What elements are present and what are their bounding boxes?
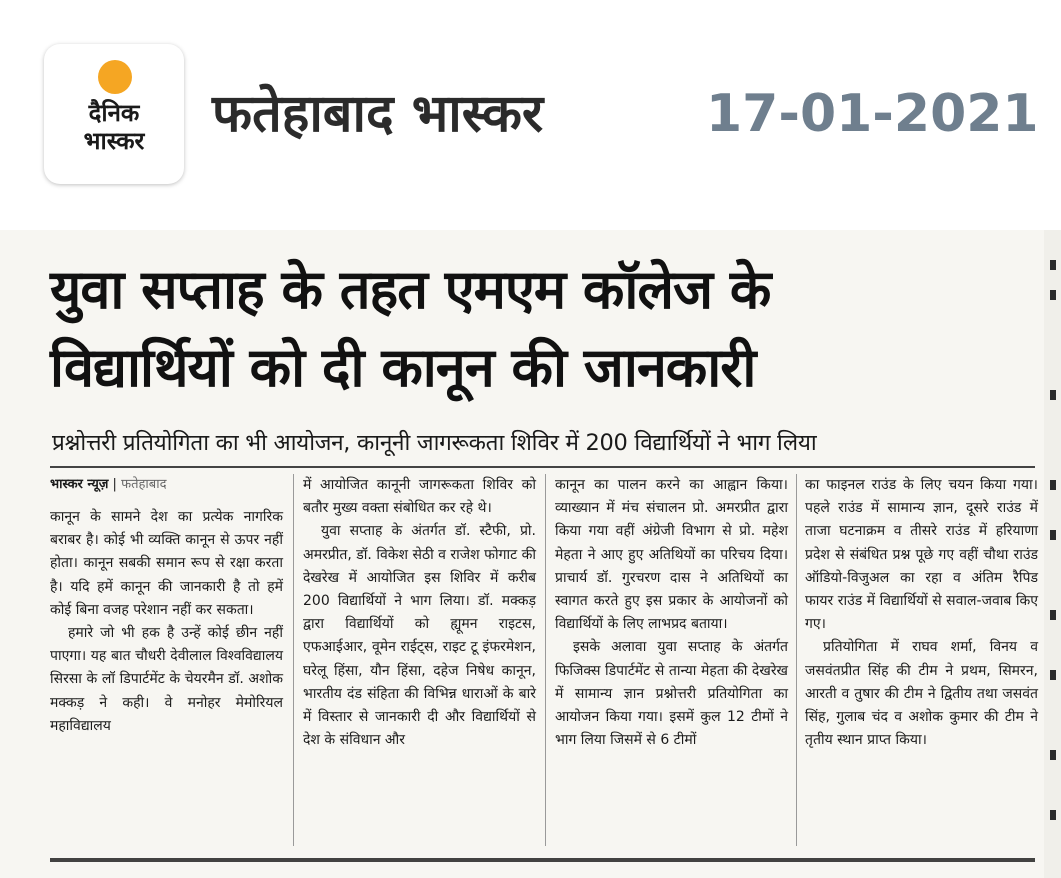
edge-mark xyxy=(1050,290,1056,300)
page-header xyxy=(0,0,1061,200)
column-divider xyxy=(293,474,294,846)
sun-icon xyxy=(98,60,132,94)
column-divider xyxy=(796,474,797,846)
headline-line-2: विद्यार्थियों को दी कानून की जानकारी xyxy=(50,336,756,399)
next-article-edge xyxy=(50,858,1035,862)
column-divider xyxy=(545,474,546,846)
article-column-3 xyxy=(555,474,788,752)
byline-source: भास्कर न्यूज़ xyxy=(50,477,109,492)
article-column-4 xyxy=(805,474,1038,752)
edge-mark xyxy=(1050,810,1056,820)
paragraph: में आयोजित कानूनी जागरूकता शिविर को बतौर मुख्य वक्ता संबोधित कर रहे थे। xyxy=(303,477,536,517)
paragraph: कानून के सामने देश का प्रत्येक नागरिक बराबर है। कोई भी व्यक्ति कानून से ऊपर नहीं होता। कानून सबकी समान रूप से रक्षा करता है। यदि हमें कानून की जानकारी है तो हमें कोई बिना वजह परेशान नहीं कर सकता। xyxy=(50,509,283,618)
logo-text-line1: दैनिक xyxy=(88,99,140,127)
edge-mark xyxy=(1050,670,1056,680)
paragraph: हमारे जो भी हक है उन्हें कोई छीन नहीं पाएगा। यह बात चौधरी देवीलाल विश्वविद्यालय सिरसा के लॉ डिपार्टमेंट के चेयरमैन डॉ. अशोक मक्कड़ ने कही। वे मनोहर मेमोरियल महाविद्यालय xyxy=(50,625,283,734)
paragraph: प्रतियोगिता में राघव शर्मा, विनय व जसवंतप्रीत सिंह की टीम ने प्रथम, सिमरन, आरती व तुषार की टीम ने द्वितीय तथा जसवंत सिंह, गुलाब चंद व अशोक कुमार की टीम ने तृतीय स्थान प्राप्त किया। xyxy=(805,639,1038,749)
byline-place: फतेहाबाद xyxy=(121,477,167,492)
paragraph: युवा सप्ताह के अंतर्गत डॉ. स्टैफी, प्रो. अमरप्रीत, डॉ. विकेश सेठी व राजेश फोगाट की देखरेख में आयोजित इस शिविर में करीब 200 विद्यार्थियों ने भाग लिया। डॉ. मक्कड़ द्वारा विद्यार्थियों को ह्यूमन राइटस, एफआईआर, वूमेन राईट्स, राइट टू इंफरमेशन, घरेलू हिंसा, यौन हिंसा, दहेज निषेध कानून, भारतीय दंड संहिता की विभिन्न धाराओं के बारे में विस्तार से जानकारी दी और विद्यार्थियों से देश के संविधान और xyxy=(303,523,536,749)
newspaper-clipping xyxy=(0,230,1061,878)
bottom-band xyxy=(0,848,1061,878)
edge-mark xyxy=(1050,480,1056,490)
headline-line-1: युवा सप्ताह के तहत एमएम कॉलेज के xyxy=(50,258,771,321)
edge-mark xyxy=(1050,260,1056,270)
logo-text-line2: भास्कर xyxy=(83,127,145,155)
article-column-1 xyxy=(50,474,283,738)
paragraph: इसके अलावा युवा सप्ताह के अंतर्गत फिजिक्स डिपार्टमेंट से तान्या मेहता की देखरेख में सामान्य ज्ञान प्रश्नोत्तरी प्रतियोगिता का आयोजन किया गया। इसमें कुल 12 टीमों ने भाग लिया जिसमें से 6 टीमों xyxy=(555,639,788,749)
subheadline: प्रश्नोत्तरी प्रतियोगिता का भी आयोजन, कानूनी जागरूकता शिविर में 200 विद्यार्थियों ने भाग लिया xyxy=(52,430,817,456)
edition-date: 17-01-2021 xyxy=(706,84,1039,144)
paragraph: कानून का पालन करने का आह्वान किया। व्याख्यान में मंच संचालन प्रो. अमरप्रीत द्वारा किया गया वहीं अंग्रेजी विभाग से प्रो. महेश मेहता ने आए हुए अतिथियों का परिचय दिया। प्राचार्य डॉ. गुरचरण दास ने अतिथियों का स्वागत करते हुए इस प्रकार के आयोजनों को विद्यार्थियों के लिए लाभप्रद बताया। xyxy=(555,477,788,633)
byline-separator: | xyxy=(108,477,122,492)
dainik-bhaskar-logo xyxy=(44,44,184,184)
byline xyxy=(50,474,283,496)
edge-mark xyxy=(1050,390,1056,400)
edge-mark xyxy=(1050,610,1056,620)
edition-title: फतेहाबाद भास्कर xyxy=(212,84,544,144)
article-column-2 xyxy=(303,474,536,752)
paragraph: का फाइनल राउंड के लिए चयन किया गया। पहले राउंड में सामान्य ज्ञान, दूसरे राउंड में ताजा घटनाक्रम व तीसरे राउंड में हरियाणा प्रदेश से संबंधित प्रश्न पूछे गए वहीं चौथा राउंड ऑडियो-विजुअल का रहा व अंतिम रैपिड फायर राउंड में विद्यार्थियों से सवाल-जवाब किए गए। xyxy=(805,477,1038,633)
divider xyxy=(50,466,1035,468)
edge-mark xyxy=(1050,750,1056,760)
adjacent-column-edge xyxy=(1044,230,1061,878)
edge-mark xyxy=(1050,530,1056,540)
